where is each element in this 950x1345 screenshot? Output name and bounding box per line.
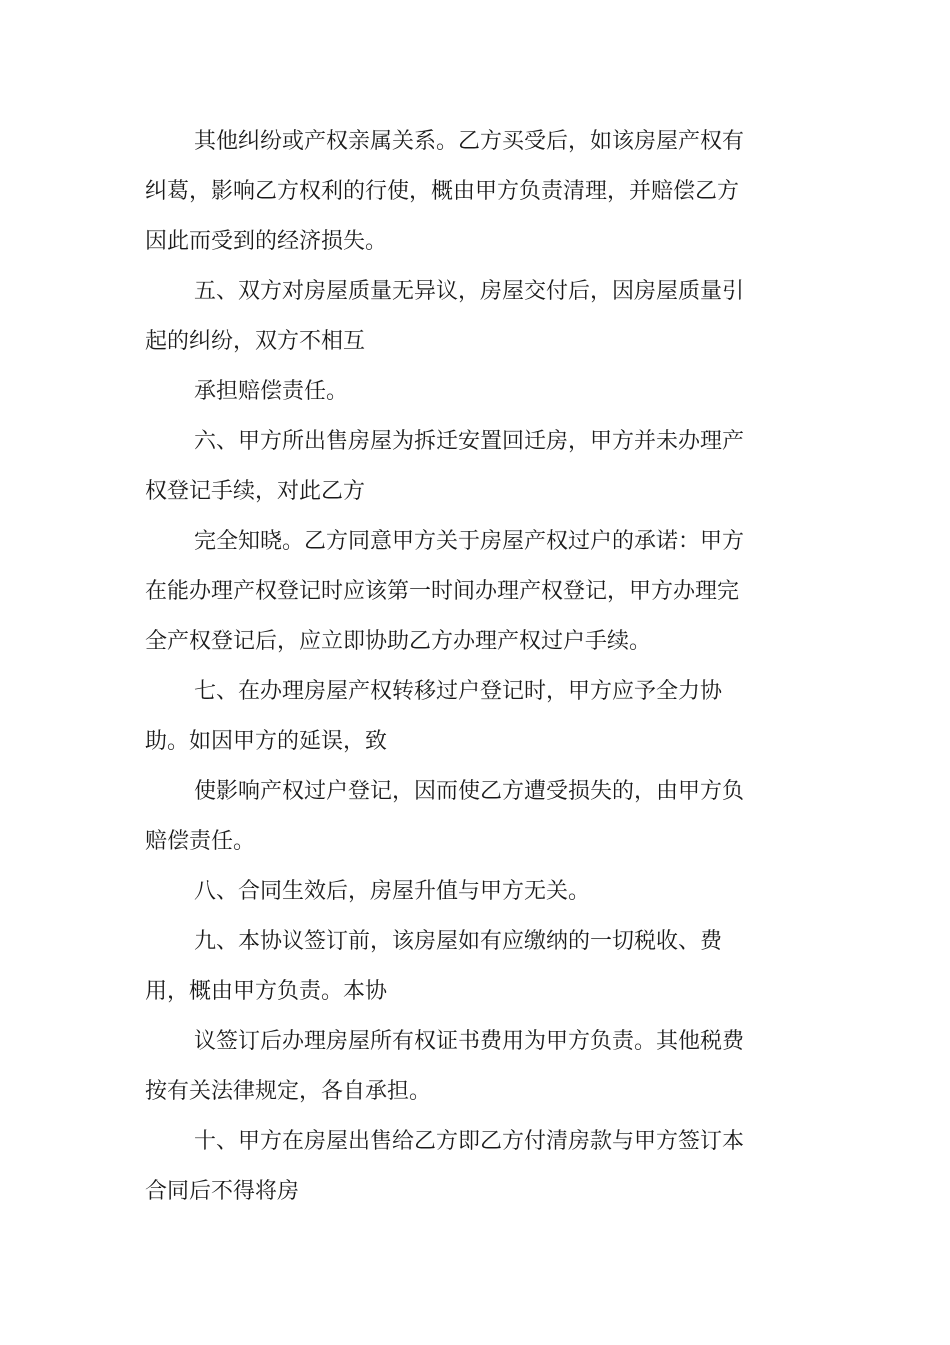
paragraph-clause-5: 五、双方对房屋质量无异议，房屋交付后，因房屋质量引起的纠纷，双方不相互	[145, 279, 745, 354]
paragraph-clause-5-cont: 承担赔偿责任。	[194, 379, 349, 404]
paragraph-clause-7: 七、在办理房屋产权转移过户登记时，甲方应予全力协助。如因甲方的延误，致	[145, 679, 723, 754]
paragraph-clause-9-cont: 议签订后办理房屋所有权证书费用为甲方负责。其他税费按有关法律规定，各自承担。	[145, 1029, 745, 1104]
paragraph-dispute-liability: 其他纠纷或产权亲属关系。乙方买受后，如该房屋产权有纠葛，影响乙方权利的行使，概由甲方负责清理，并赔偿乙方因此而受到的经济损失。	[145, 129, 745, 254]
paragraph-clause-9: 九、本协议签订前，该房屋如有应缴纳的一切税收、费用，概由甲方负责。本协	[145, 929, 723, 1004]
paragraph-clause-10: 十、甲方在房屋出售给乙方即乙方付清房款与甲方签订本合同后不得将房	[145, 1129, 745, 1204]
paragraph-clause-6: 六、甲方所出售房屋为拆迁安置回迁房，甲方并未办理产权登记手续，对此乙方	[145, 429, 745, 504]
paragraph-clause-8: 八、合同生效后，房屋升值与甲方无关。	[194, 879, 591, 904]
paragraph-clause-7-cont: 使影响产权过户登记，因而使乙方遭受损失的，由甲方负赔偿责任。	[145, 779, 745, 854]
paragraph-clause-6-cont: 完全知晓。乙方同意甲方关于房屋产权过户的承诺：甲方在能办理产权登记时应该第一时间办理产权登记，甲方办理完全产权登记后，应立即协助乙方办理产权过户手续。	[145, 529, 745, 654]
